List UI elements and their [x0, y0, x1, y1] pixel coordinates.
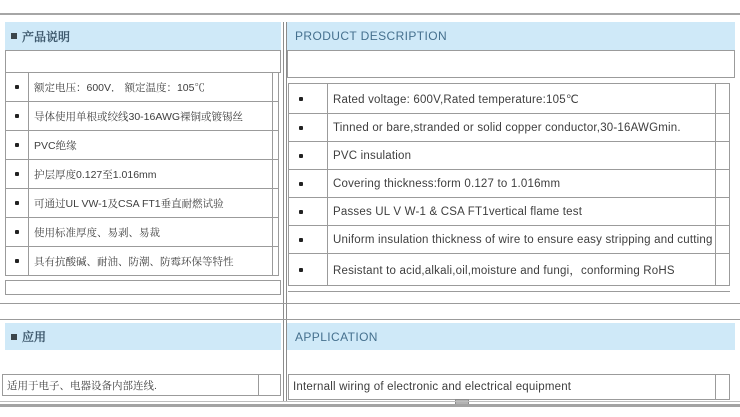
spec-row — [6, 189, 278, 218]
section-title-cn: 应用 — [22, 330, 47, 344]
trail-cell — [259, 375, 280, 395]
application-text-box-en — [288, 374, 730, 400]
spacer-row — [287, 50, 735, 78]
bullet-icon — [15, 230, 19, 234]
spec-row — [6, 247, 278, 275]
trail-cell — [716, 114, 729, 141]
bullet-cell — [6, 102, 29, 130]
spec-row — [6, 131, 278, 160]
section-title-en: PRODUCT DESCRIPTION — [295, 29, 448, 43]
section-header-application-en — [287, 323, 735, 350]
spec-row — [289, 254, 729, 285]
bottom-divider-line — [0, 401, 740, 402]
section-header-product-spec-cn — [5, 22, 281, 50]
spacer-row — [5, 50, 281, 73]
bullet-cell — [6, 247, 29, 275]
trail-cell — [273, 73, 278, 101]
spec-text: PVC insulation — [328, 142, 716, 169]
square-bullet-icon — [11, 334, 17, 340]
bullet-icon — [15, 259, 19, 263]
spec-row — [289, 84, 729, 114]
trail-cell — [273, 102, 278, 130]
application-text-box-cn — [2, 374, 281, 396]
bullet-icon — [15, 201, 19, 205]
spec-row — [289, 198, 729, 226]
bullet-icon — [15, 143, 19, 147]
bullet-icon — [15, 172, 19, 176]
section-divider-line — [0, 319, 740, 320]
application-text: 适用于电子、电器设备内部连线. — [3, 375, 259, 395]
trail-cell — [716, 198, 729, 225]
bullet-cell — [6, 73, 29, 101]
bullet-cell — [289, 198, 328, 225]
spec-text: Covering thickness:form 0.127 to 1.016mm — [328, 170, 716, 197]
application-text: Internall wiring of electronic and electrical equipment — [289, 375, 716, 399]
bullet-icon — [15, 85, 19, 89]
section-title-cn: 产品说明 — [22, 29, 71, 44]
trail-cell — [716, 226, 729, 253]
spec-row — [289, 142, 729, 170]
trail-cell — [273, 131, 278, 159]
spacer-row — [5, 280, 281, 295]
bullet-cell — [6, 218, 29, 246]
spec-text: Resistant to acid,alkali,oil,moisture and fungi，conforming RoHS — [328, 254, 716, 285]
spec-text: 使用标准厚度、易剥、易裁 — [29, 218, 273, 246]
spec-row — [6, 73, 278, 102]
spec-row — [6, 218, 278, 247]
spec-text: Passes UL V W-1 & CSA FT1vertical flame test — [328, 198, 716, 225]
bullet-cell — [289, 142, 328, 169]
trail-cell — [273, 189, 278, 217]
spec-table-cn — [5, 72, 279, 276]
table-closing-line — [288, 291, 730, 292]
trail-cell — [273, 218, 278, 246]
bullet-icon — [299, 268, 303, 272]
spec-text: Tinned or bare,stranded or solid copper conductor,30-16AWGmin. — [328, 114, 716, 141]
bullet-cell — [289, 226, 328, 253]
trail-cell — [716, 84, 729, 113]
section-header-application-cn — [5, 323, 281, 350]
bullet-cell — [289, 114, 328, 141]
spec-row — [6, 160, 278, 189]
spec-row — [289, 226, 729, 254]
bullet-cell — [289, 84, 328, 113]
spec-text: Uniform insulation thickness of wire to ensure easy stripping and cutting — [328, 226, 716, 253]
trail-cell — [716, 170, 729, 197]
bullet-icon — [15, 114, 19, 118]
spec-text: PVC绝缘 — [29, 131, 273, 159]
trail-cell — [273, 247, 278, 275]
top-divider-line — [0, 13, 740, 15]
trail-cell — [716, 375, 729, 399]
trail-cell — [716, 142, 729, 169]
square-bullet-icon — [11, 33, 17, 39]
bullet-cell — [6, 131, 29, 159]
bullet-cell — [6, 189, 29, 217]
trail-cell — [273, 160, 278, 188]
bullet-cell — [289, 254, 328, 285]
spec-text: 导体使用单根或绞线30-16AWG裸铜或镀锡丝 — [29, 102, 273, 130]
bullet-icon — [299, 210, 303, 214]
spec-text: 可通过UL VW-1及CSA FT1垂直耐燃试验 — [29, 189, 273, 217]
section-header-product-description — [287, 22, 735, 50]
spec-row — [289, 114, 729, 142]
bullet-cell — [6, 160, 29, 188]
bullet-icon — [299, 126, 303, 130]
spec-row — [289, 170, 729, 198]
trail-cell — [716, 254, 729, 285]
bullet-icon — [299, 154, 303, 158]
bullet-icon — [299, 97, 303, 101]
section-title-en: APPLICATION — [295, 329, 378, 344]
spec-text: 额定电压：600V． 额定温度：105℃ — [29, 73, 273, 101]
spec-row — [6, 102, 278, 131]
spec-text: 护层厚度0.127至1.016mm — [29, 160, 273, 188]
bullet-icon — [299, 238, 303, 242]
spec-text: 具有抗酸碱、耐油、防潮、防霉环保等特性 — [29, 247, 273, 275]
section-divider-line — [0, 303, 740, 304]
bullet-icon — [299, 182, 303, 186]
bullet-cell — [289, 170, 328, 197]
spec-text: Rated voltage: 600V,Rated temperature:105℃ — [328, 84, 716, 113]
bottom-divider-line — [0, 404, 740, 407]
spec-table-en — [288, 83, 730, 286]
